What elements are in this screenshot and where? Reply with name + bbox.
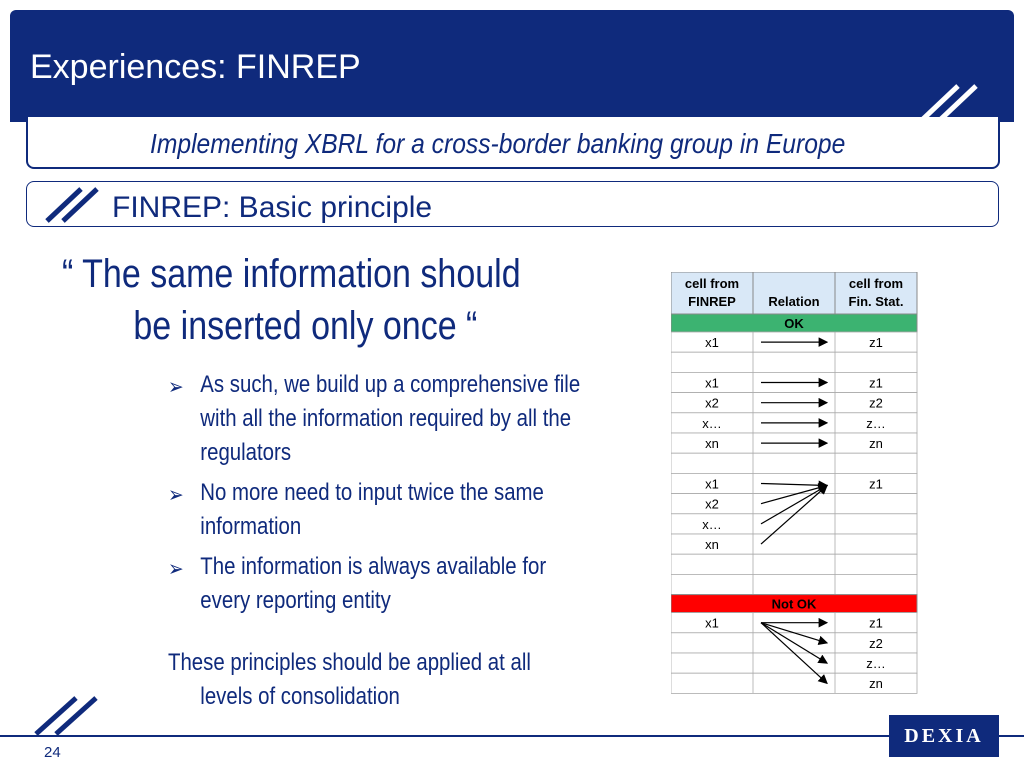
quote-line-2: be inserted only once “ bbox=[133, 304, 478, 348]
page-number: 24 bbox=[44, 744, 61, 761]
cell-finstat: z1 bbox=[869, 615, 883, 631]
closing-line-1: These principles should be applied at all bbox=[168, 649, 531, 676]
cell-finstat: z… bbox=[866, 656, 886, 671]
cell-finrep: xn bbox=[705, 436, 719, 451]
table-row bbox=[671, 574, 917, 594]
table-row bbox=[671, 554, 917, 574]
quote-line-1: “ The same information should bbox=[62, 252, 521, 296]
cell-finrep: x1 bbox=[705, 615, 719, 631]
bullet-item bbox=[168, 368, 593, 470]
cell-finrep: x… bbox=[702, 516, 722, 532]
closing-line-2: levels of consolidation bbox=[200, 683, 400, 710]
dexia-logo bbox=[889, 715, 999, 757]
cell-finrep: x… bbox=[702, 415, 722, 431]
cell-finstat: z1 bbox=[869, 335, 883, 350]
cell-finrep: x2 bbox=[705, 395, 719, 411]
table-row bbox=[671, 453, 917, 473]
cell-finrep: x1 bbox=[705, 375, 719, 391]
bullet-item bbox=[168, 476, 593, 544]
bullet-item bbox=[168, 550, 593, 618]
table-row bbox=[671, 352, 917, 372]
arrow-bullet-icon: ➢ bbox=[168, 482, 184, 507]
header-col3-line2: Fin. Stat. bbox=[848, 294, 904, 309]
cell-finstat: z1 bbox=[869, 476, 883, 492]
bullet-list bbox=[168, 368, 593, 624]
double-slash-icon bbox=[45, 185, 105, 225]
cell-finstat: zn bbox=[869, 676, 883, 692]
bullet-text: The information is always available for every reporting entity bbox=[200, 553, 547, 614]
section-heading: FINREP: Basic principle bbox=[112, 191, 433, 224]
header-col3-line1: cell from bbox=[848, 276, 904, 291]
footer-rule bbox=[0, 735, 1024, 737]
not-ok-label: Not OK bbox=[771, 596, 817, 612]
arrow-bullet-icon: ➢ bbox=[168, 556, 184, 581]
cell-finstat: zn bbox=[869, 436, 883, 451]
header-col1-line2: FINREP bbox=[688, 294, 736, 309]
header-col1-line1: cell from bbox=[684, 276, 740, 291]
cell-finrep: xn bbox=[705, 537, 719, 552]
header-col2: Relation bbox=[768, 294, 820, 309]
slide-title: Experiences: FINREP bbox=[30, 48, 361, 86]
cell-finstat: z… bbox=[866, 415, 886, 431]
relation-table bbox=[671, 272, 919, 701]
closing-text bbox=[168, 646, 610, 714]
cell-finrep: x1 bbox=[705, 335, 719, 350]
ok-label: OK bbox=[784, 316, 804, 331]
principle-quote bbox=[62, 248, 538, 352]
bullet-text: No more need to input twice the same information bbox=[200, 479, 544, 540]
cell-finstat: z2 bbox=[869, 635, 883, 651]
slide-subtitle: Implementing XBRL for a cross-border banking group in Europe bbox=[150, 128, 846, 159]
bullet-text: As such, we build up a comprehensive file with all the information required by all the regulators bbox=[200, 371, 581, 466]
relation-table-graphic bbox=[671, 272, 919, 696]
cell-finstat: z1 bbox=[869, 375, 883, 391]
cell-finrep: x1 bbox=[705, 476, 719, 492]
arrow-bullet-icon: ➢ bbox=[168, 374, 184, 399]
cell-finstat: z2 bbox=[869, 395, 883, 411]
logo-text: DEXIA bbox=[904, 724, 984, 747]
cell-finrep: x2 bbox=[705, 496, 719, 512]
double-slash-icon bbox=[32, 692, 112, 738]
